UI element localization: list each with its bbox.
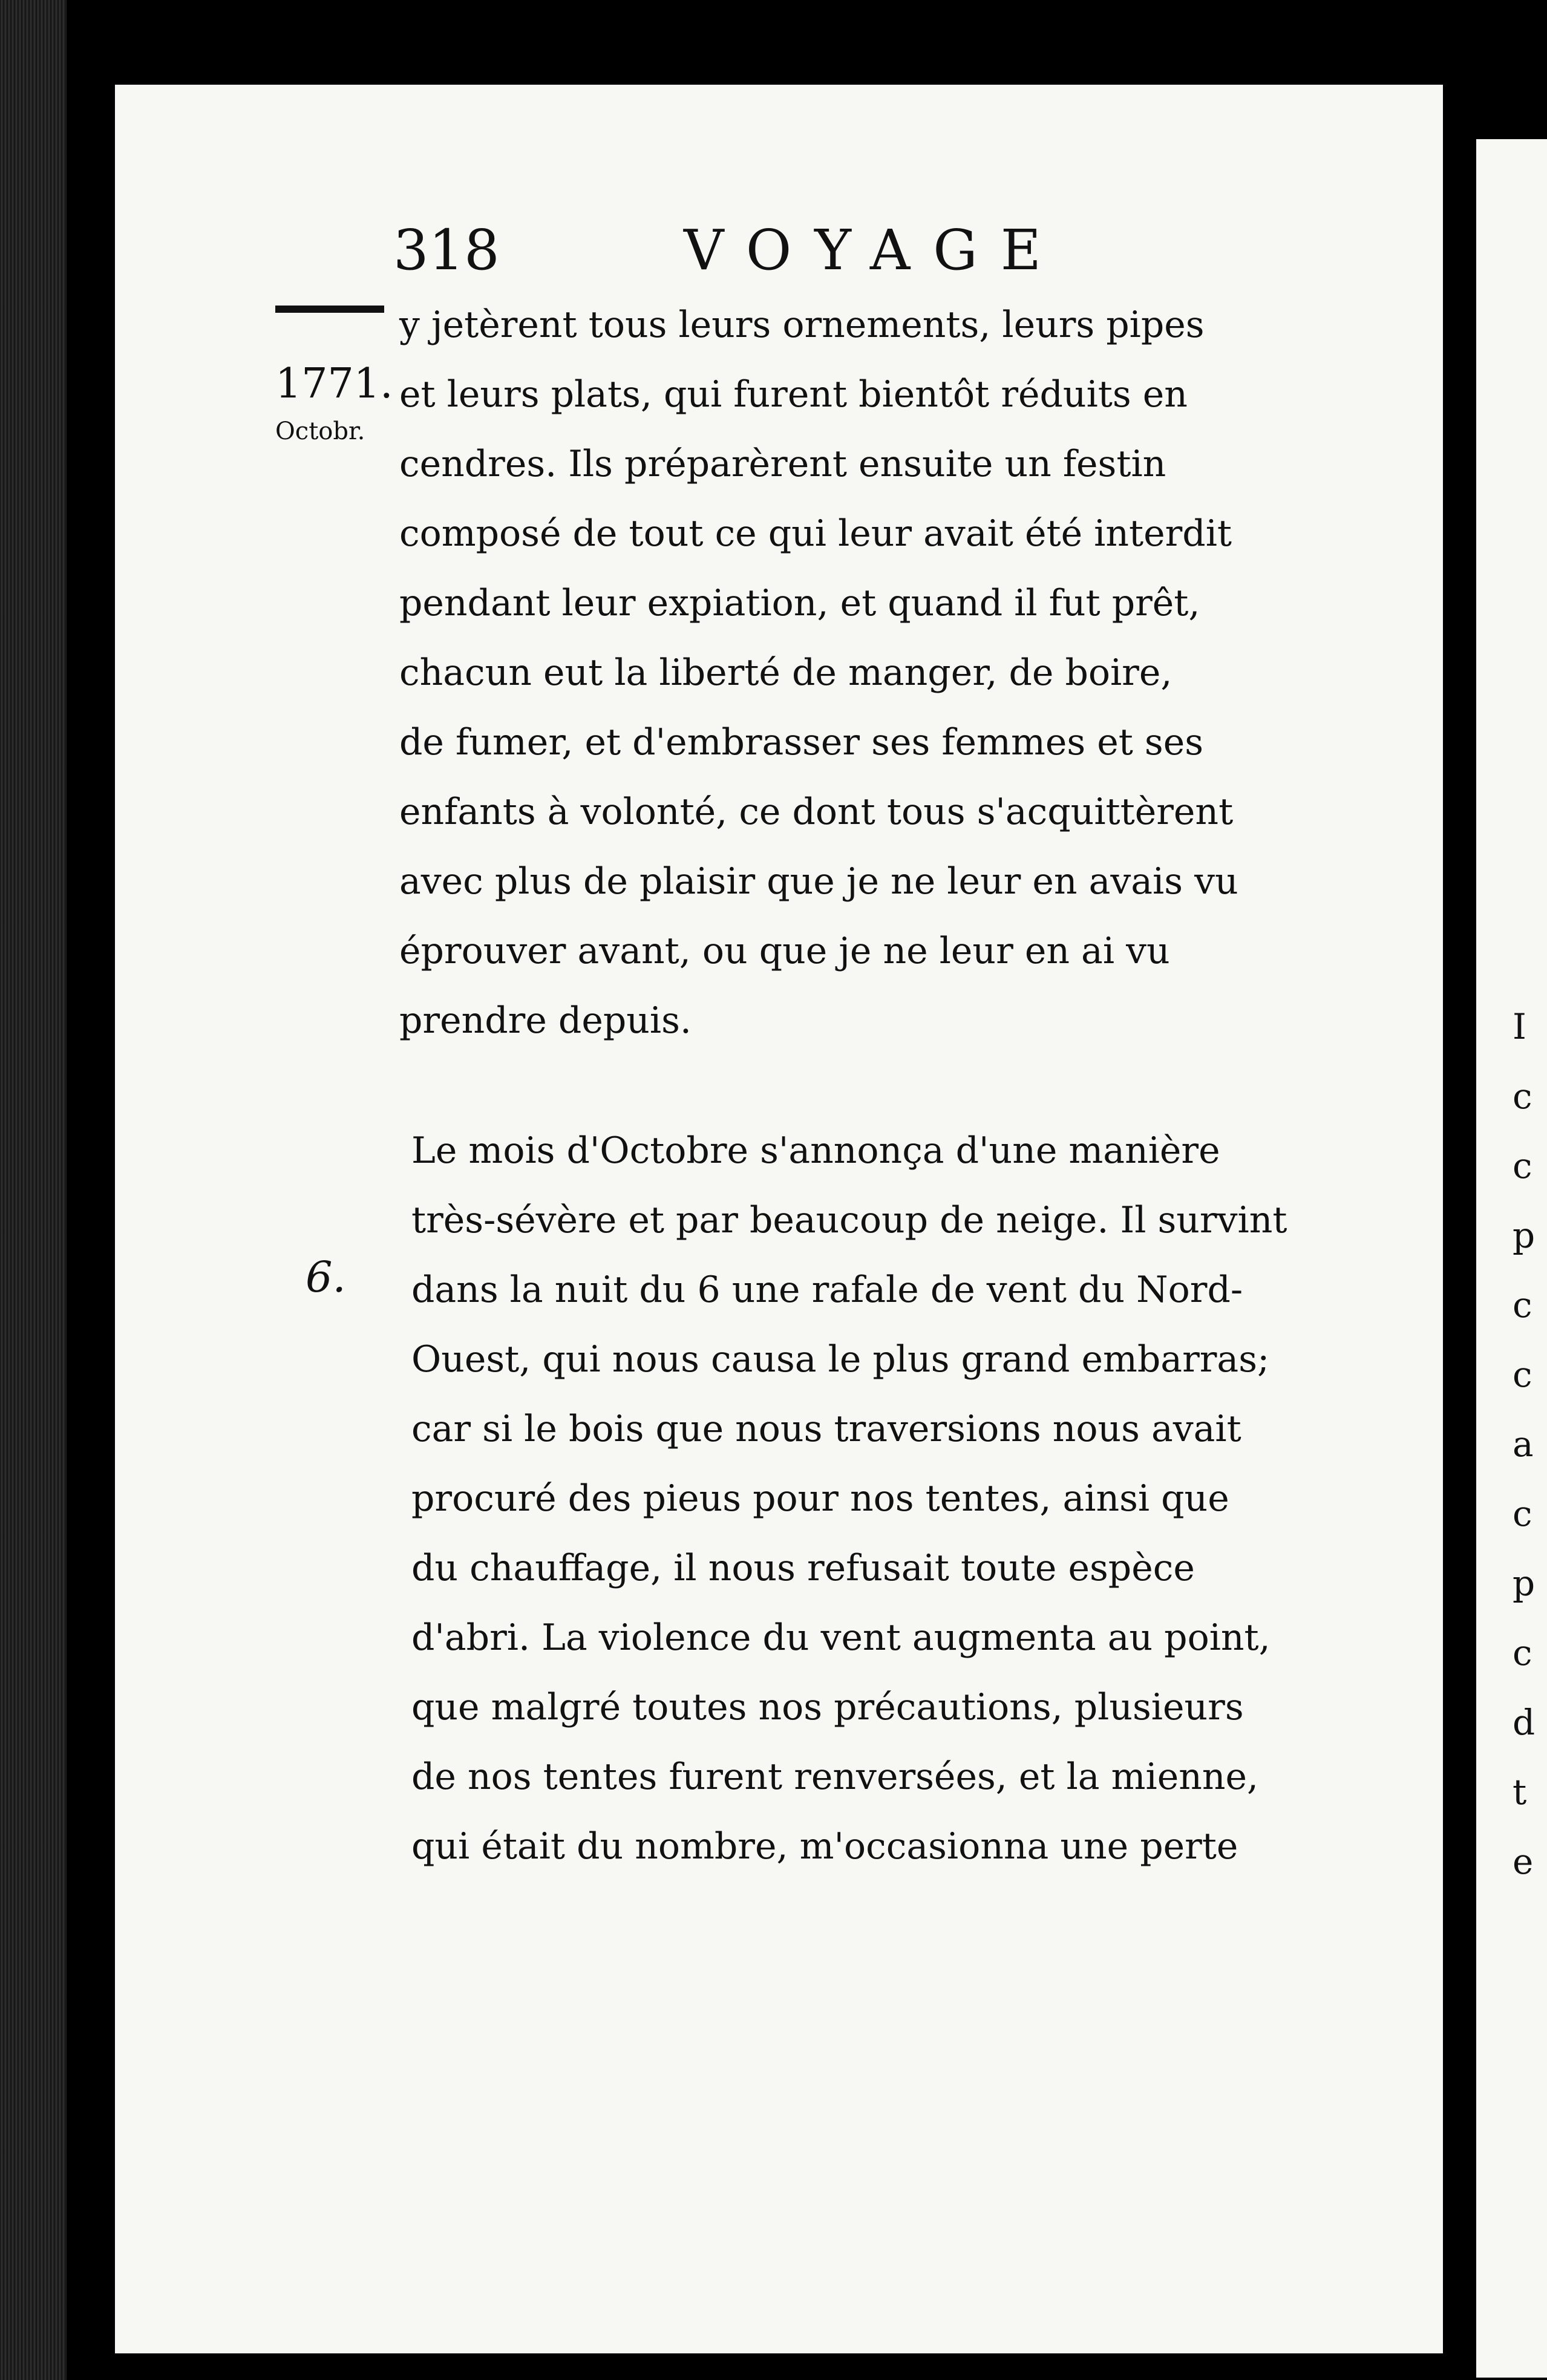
text-line: d'abri. La violence du vent augmenta au point,: [411, 1617, 1271, 1659]
text-line: qui était du nombre, m'occasionna une perte: [411, 1825, 1238, 1868]
text-line: cendres. Ils préparèrent ensuite un festin: [399, 443, 1166, 485]
margin-rule: [275, 306, 384, 313]
paragraph-1: [399, 290, 1238, 1056]
text-line: Ouest, qui nous causa le plus grand embarras;: [411, 1338, 1270, 1381]
facing-letter: c: [1513, 1354, 1532, 1395]
margin-month: Octobr.: [275, 417, 365, 445]
text-line: chacun eut la liberté de manger, de boire,: [399, 652, 1173, 694]
facing-letter: p: [1513, 1563, 1536, 1604]
facing-letter: t: [1513, 1771, 1527, 1813]
running-title: VOYAGE: [684, 218, 1064, 283]
text-line: Le mois d'Octobre s'annonça d'une manière: [411, 1130, 1220, 1172]
facing-letter: a: [1513, 1424, 1534, 1465]
facing-letter: c: [1513, 1284, 1532, 1326]
text-line: enfants à volonté, ce dont tous s'acquittèrent: [399, 791, 1234, 833]
text-line: pendant leur expiation, et quand il fut prêt,: [399, 582, 1200, 624]
text-line: très-sévère et par beaucoup de neige. Il survint: [411, 1199, 1287, 1241]
facing-letter: I: [1513, 1006, 1526, 1047]
text-line: dans la nuit du 6 une rafale de vent du Nord-: [411, 1269, 1243, 1311]
text-line: et leurs plats, qui furent bientôt réduits en: [399, 373, 1188, 416]
facing-letter: e: [1513, 1841, 1534, 1882]
facing-letter: c: [1513, 1145, 1532, 1186]
text-line: que malgré toutes nos précautions, plusieurs: [411, 1686, 1244, 1728]
facing-letter: c: [1513, 1076, 1532, 1117]
facing-letter: d: [1513, 1702, 1536, 1743]
text-line: y jetèrent tous leurs ornements, leurs pipes: [399, 304, 1205, 346]
facing-page-letters: [1513, 992, 1547, 1897]
facing-letter: p: [1513, 1215, 1536, 1256]
margin-year: 1771.: [275, 360, 393, 408]
text-line: prendre depuis.: [399, 999, 692, 1042]
book-binding-edge: [0, 0, 67, 2380]
text-line: car si le bois que nous traversions nous avait: [411, 1408, 1241, 1450]
text-line: avec plus de plaisir que je ne leur en avais vu: [399, 860, 1238, 903]
text-line: du chauffage, il nous refusait toute espèce: [411, 1547, 1195, 1589]
text-line: composé de tout ce qui leur avait été interdit: [399, 512, 1232, 555]
text-line: de nos tentes furent renversées, et la mienne,: [411, 1756, 1259, 1798]
facing-letter: c: [1513, 1632, 1532, 1673]
text-line: éprouver avant, ou que je ne leur en ai vu: [399, 930, 1170, 972]
facing-letter: c: [1513, 1493, 1532, 1534]
text-line: procuré des pieus pour nos tentes, ainsi que: [411, 1477, 1229, 1520]
margin-day: 6.: [306, 1252, 346, 1302]
paragraph-2: [411, 1116, 1287, 1881]
page-number: 318: [393, 218, 500, 283]
text-line: de fumer, et d'embrasser ses femmes et ses: [399, 721, 1203, 763]
